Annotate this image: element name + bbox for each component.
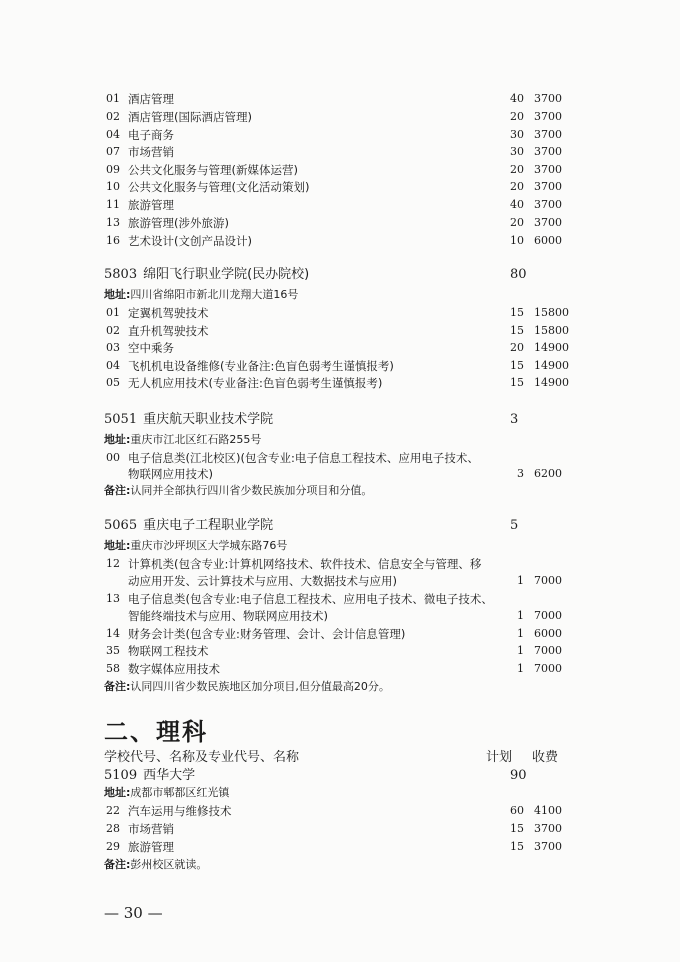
major-row: 00 电子信息类(江北校区)(包含专业:电子信息工程技术、应用电子技术、 bbox=[106, 451, 479, 465]
school-note: 备注:认同并全部执行四川省少数民族加分项目和分值。 bbox=[104, 484, 373, 497]
school-note: 备注:彭州校区就读。 bbox=[104, 858, 208, 871]
major-row: 35 物联网工程技术 1 7000 bbox=[106, 644, 562, 658]
header-name: 学校代号、名称及专业代号、名称 bbox=[104, 750, 300, 765]
major-row-continued: 物联网应用技术) 3 6200 bbox=[128, 467, 562, 481]
major-row: 04 电子商务 30 3700 bbox=[106, 128, 562, 142]
major-row: 02 直升机驾驶技术 15 15800 bbox=[106, 324, 569, 338]
school-heading: 5051 重庆航天职业技术学院 3 bbox=[104, 412, 519, 427]
major-row: 13 电子信息类(包含专业:电子信息工程技术、应用电子技术、微电子技术、 bbox=[106, 592, 493, 606]
header-plan: 计划 bbox=[486, 750, 513, 765]
major-row: 07 市场营销 30 3700 bbox=[106, 145, 562, 159]
major-row: 01 酒店管理 40 3700 bbox=[106, 92, 562, 106]
school-heading: 5109 西华大学 90 bbox=[104, 768, 527, 783]
major-row: 14 财务会计类(包含专业:财务管理、会计、会计信息管理) 1 6000 bbox=[106, 627, 562, 641]
major-row: 02 酒店管理(国际酒店管理) 20 3700 bbox=[106, 110, 562, 124]
school-heading: 5803 绵阳飞行职业学院(民办院校) 80 bbox=[104, 267, 527, 282]
header-fee: 收费 bbox=[532, 750, 559, 765]
major-row: 09 公共文化服务与管理(新媒体运营) 20 3700 bbox=[106, 163, 562, 177]
school-heading: 5065 重庆电子工程职业学院 5 bbox=[104, 518, 519, 533]
major-row: 04 飞机机电设备维修(专业备注:色盲色弱考生谨慎报考) 15 14900 bbox=[106, 359, 569, 373]
major-row-continued: 智能终端技术与应用、物联网应用技术) 1 7000 bbox=[128, 609, 562, 623]
page-number: — 30 — bbox=[104, 904, 163, 922]
major-row: 03 空中乘务 20 14900 bbox=[106, 341, 569, 355]
major-row: 13 旅游管理(涉外旅游) 20 3700 bbox=[106, 216, 562, 230]
major-row: 10 公共文化服务与管理(文化活动策划) 20 3700 bbox=[106, 180, 562, 194]
school-address: 地址:四川省绵阳市新北川龙翔大道16号 bbox=[104, 288, 299, 301]
school-note: 备注:认同四川省少数民族地区加分项目,但分值最高20分。 bbox=[104, 680, 390, 693]
major-row: 58 数字媒体应用技术 1 7000 bbox=[106, 662, 562, 676]
school-address: 地址:重庆市江北区红石路255号 bbox=[104, 433, 262, 446]
table-header bbox=[104, 748, 574, 768]
section-title: 二、理科 bbox=[104, 718, 208, 746]
major-row: 05 无人机应用技术(专业备注:色盲色弱考生谨慎报考) 15 14900 bbox=[106, 376, 569, 390]
major-row: 28 市场营销 15 3700 bbox=[106, 822, 562, 836]
major-row: 22 汽车运用与维修技术 60 4100 bbox=[106, 804, 562, 818]
major-row: 16 艺术设计(文创产品设计) 10 6000 bbox=[106, 234, 562, 248]
major-row: 11 旅游管理 40 3700 bbox=[106, 198, 562, 212]
major-row: 29 旅游管理 15 3700 bbox=[106, 840, 562, 854]
major-row-continued: 动应用开发、云计算技术与应用、大数据技术与应用) 1 7000 bbox=[128, 574, 562, 588]
major-row: 01 定翼机驾驶技术 15 15800 bbox=[106, 306, 569, 320]
school-address: 地址:成都市郫都区红光镇 bbox=[104, 786, 230, 799]
major-row: 12 计算机类(包含专业:计算机网络技术、软件技术、信息安全与管理、移 bbox=[106, 557, 482, 571]
school-address: 地址:重庆市沙坪坝区大学城东路76号 bbox=[104, 539, 288, 552]
